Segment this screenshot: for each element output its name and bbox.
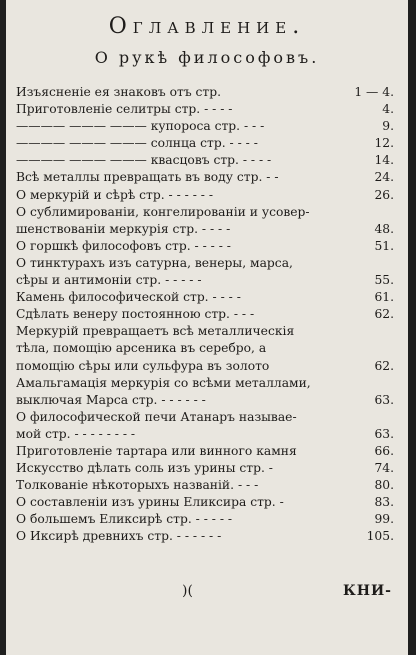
toc-page-number: 105. bbox=[366, 529, 394, 544]
toc-entry-line bbox=[16, 204, 394, 221]
toc-entry-text: Приготовленіе тартара или винного камня bbox=[16, 443, 297, 458]
toc-entry-line bbox=[16, 238, 394, 255]
toc-entry-text: Искусство дѣлать соль изъ урины стр. - bbox=[16, 461, 273, 476]
toc-page-number: 62. bbox=[374, 307, 394, 322]
toc-entry-line bbox=[16, 84, 394, 101]
toc-entry-text: О составленіи изъ урины Еликсира стр. - bbox=[16, 495, 284, 510]
toc-page-number: 48. bbox=[374, 221, 394, 236]
toc-entry-line bbox=[16, 409, 394, 426]
toc-entry-line bbox=[16, 221, 394, 238]
toc-entry-line bbox=[16, 392, 394, 409]
toc-entry-text: тѣла, помощію арсеника въ серебро, а bbox=[16, 341, 267, 356]
toc-entry-text: О большемъ Еликсирѣ стр. - - - - - bbox=[16, 512, 233, 527]
toc-entry-line bbox=[16, 340, 394, 357]
toc-entry-text: Меркурій превращаетъ всѣ металлическія bbox=[16, 324, 295, 339]
toc-entry-line bbox=[16, 443, 394, 460]
toc-page-number: 51. bbox=[374, 238, 394, 253]
toc-entry-text: О сублимированіи, конгелированіи и усовер- bbox=[16, 204, 310, 219]
toc-entry-line bbox=[16, 528, 394, 545]
toc-page-number: 63. bbox=[374, 392, 394, 407]
toc-entry-text: Всѣ металлы превращать въ воду стр. - - bbox=[16, 170, 279, 185]
toc-entry-text: Приготовленіе селитры стр. - - - - bbox=[16, 102, 233, 117]
toc-entry-text: Сдѣлать венеру постоянною стр. - - - bbox=[16, 307, 255, 322]
toc-entry-text: помощію сѣры или сульфура въ золото bbox=[16, 358, 270, 373]
toc-entry-text: Амальгамація меркурія со всѣми металлами, bbox=[16, 375, 311, 390]
toc-entry-line bbox=[16, 135, 394, 152]
toc-page-number: 9. bbox=[382, 119, 394, 134]
toc-page-number: 61. bbox=[374, 290, 394, 305]
toc-entry-text: О Иксирѣ древнихъ стр. - - - - - - bbox=[16, 529, 222, 544]
toc-entry-line bbox=[16, 152, 394, 169]
toc-entry-line bbox=[16, 358, 394, 375]
toc-page-number: 24. bbox=[374, 170, 394, 185]
toc-page-number: 63. bbox=[374, 426, 394, 441]
page-footer bbox=[6, 583, 408, 603]
toc-page-number: 14. bbox=[374, 153, 394, 168]
toc-entry-text: ———— ——— ——— квасцовъ стр. - - - - bbox=[16, 153, 272, 168]
toc-page-number: 80. bbox=[374, 478, 394, 493]
toc-entry-line bbox=[16, 272, 394, 289]
toc-entry-line bbox=[16, 306, 394, 323]
toc-entry-text: ———— ——— ——— купороса стр. - - - bbox=[16, 119, 265, 134]
table-of-contents bbox=[16, 84, 394, 546]
toc-entry-text: ———— ——— ——— солнца стр. - - - - bbox=[16, 136, 258, 151]
book-page bbox=[6, 0, 408, 655]
toc-entry-text: О горшкѣ философовъ стр. - - - - - bbox=[16, 238, 231, 253]
page-title: Оглавление. bbox=[108, 14, 306, 39]
toc-page-number: 66. bbox=[374, 443, 394, 458]
toc-entry-line bbox=[16, 511, 394, 528]
toc-entry-line bbox=[16, 101, 394, 118]
toc-entry-text: выключая Марса стр. - - - - - - bbox=[16, 392, 206, 407]
toc-entry-line bbox=[16, 323, 394, 340]
toc-entry-text: Толкованіе нѣкоторыхъ названій. - - - bbox=[16, 478, 259, 493]
toc-entry-text: сѣры и антимоніи стр. - - - - - bbox=[16, 273, 202, 288]
toc-entry-line bbox=[16, 477, 394, 494]
toc-entry-text: Камень философической стр. - - - - bbox=[16, 290, 241, 305]
toc-page-number: 83. bbox=[374, 495, 394, 510]
toc-entry-line bbox=[16, 169, 394, 186]
section-subtitle: О рукѣ философовъ. bbox=[94, 48, 320, 67]
toc-entry-line bbox=[16, 460, 394, 477]
toc-page-number: 12. bbox=[374, 136, 394, 151]
toc-entry-text: О тинктурахъ изъ сатурна, венеры, марса, bbox=[16, 255, 293, 270]
toc-page-number: 1 — 4. bbox=[354, 85, 394, 99]
toc-page-number: 4. bbox=[382, 102, 394, 117]
toc-entry-line bbox=[16, 255, 394, 272]
toc-entry-line bbox=[16, 494, 394, 511]
toc-page-number: 62. bbox=[374, 358, 394, 373]
toc-page-number: 74. bbox=[374, 461, 394, 476]
toc-entry-line bbox=[16, 426, 394, 443]
toc-entry-line bbox=[16, 375, 394, 392]
toc-page-number: 55. bbox=[374, 273, 394, 288]
toc-page-number: 99. bbox=[374, 512, 394, 527]
toc-entry-line bbox=[16, 187, 394, 204]
catchword: КНИ- bbox=[342, 583, 392, 599]
toc-entry-line bbox=[16, 118, 394, 135]
toc-page-number: 26. bbox=[374, 187, 394, 202]
signature-mark: )( bbox=[182, 583, 193, 599]
toc-entry-text: Изъясненіе ея знаковъ отъ стр. bbox=[16, 85, 222, 99]
toc-entry-line bbox=[16, 289, 394, 306]
toc-entry-text: О меркурій и сѣрѣ стр. - - - - - - bbox=[16, 187, 213, 202]
toc-entry-text: шенствованіи меркурія стр. - - - - bbox=[16, 221, 231, 236]
toc-entry-text: мой стр. - - - - - - - - bbox=[16, 426, 136, 441]
toc-entry-text: О философической печи Атанаръ называе- bbox=[16, 409, 297, 424]
